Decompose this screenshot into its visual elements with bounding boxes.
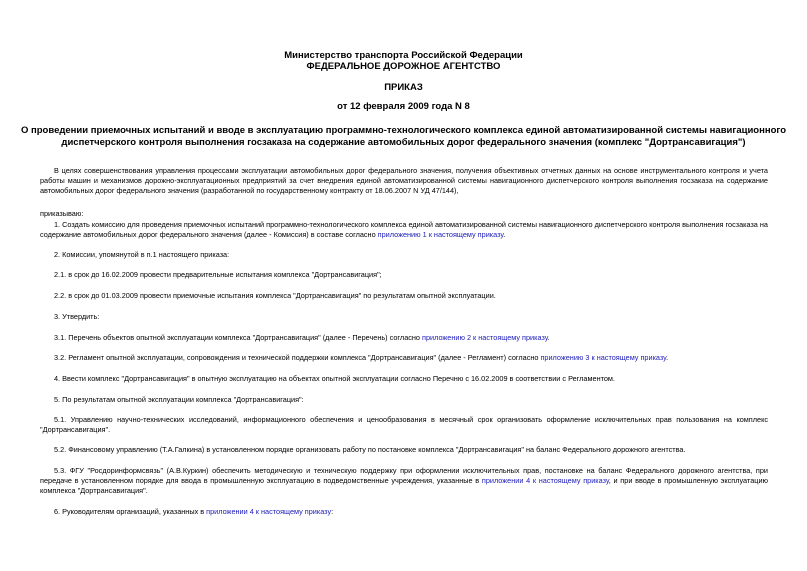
document-date-number: от 12 февраля 2009 года N 8: [337, 101, 470, 112]
preamble: В целях совершенствования управления процессами эксплуатации автомобильных дорог федерального значения, получения объективных отчетных данных на основе инструментального контроля и учета работы машин и механизмов дорожно-эксплуатационных предприятий за счет внедрения единой автоматизированной системы навигационного диспетчерского контроля выполнения госзаказа на содержание автомобильных дорог федерального значения (разработанной по государственному контракту от 18.06.2007 N УД 47/144),: [40, 166, 768, 195]
item-3-2: [40, 353, 768, 363]
document-type: ПРИКАЗ: [384, 82, 423, 93]
appendix-4-link[interactable]: приложении 4 к настоящему приказу: [481, 476, 609, 485]
appendix-3-link[interactable]: приложению 3 к настоящему приказу: [540, 353, 667, 362]
item-3-1: [40, 333, 768, 343]
item-2-2: 2.2. в срок до 01.03.2009 провести приемочные испытания комплекса "Дортрансавигация" по результатам опытной эксплуатации.: [54, 291, 496, 300]
item-6-end: :: [331, 507, 334, 516]
appendix-1-link[interactable]: приложению 1 к настоящему приказу: [377, 230, 504, 239]
item-5-3-text: 5.3. ФГУ "Росдоринформсвязь" (А.В.Куркин) обеспечить методическую и техническую поддержку при оформлении исключительных прав, постановке на баланс Федерального дорожного агентства, при передаче в установленном порядке для ввода в промышленную эксплуатацию в подведомственные учреждения, указанные в: [40, 466, 768, 485]
item-5-3: [40, 466, 768, 496]
ministry-name: Министерство транспорта Российской Федерации: [284, 50, 523, 61]
item-5-3-end: , и при вводе в промышленную эксплуатацию комплекса "Дортрансавигация".: [40, 476, 769, 495]
item-4: 4. Ввести комплекс "Дортрансавигация" в опытную эксплуатацию на объектах опытной эксплуатации согласно Перечню с 16.02.2009 в соответствии с Регламентом.: [54, 374, 615, 383]
item-2: 2. Комиссии, упомянутой в п.1 настоящего приказа:: [54, 250, 230, 259]
item-2-1: 2.1. в срок до 16.02.2009 провести предварительные испытания комплекса "Дортрансавигация";: [54, 270, 382, 279]
appendix-2-link[interactable]: приложению 2 к настоящему приказу: [422, 333, 548, 342]
item-3-1-text: 3.1. Перечень объектов опытной эксплуатации комплекса "Дортрансавигация" (далее - Перечень) согласно: [54, 333, 423, 342]
item-3-2-end: .: [666, 353, 669, 362]
item-3-2-text: 3.2. Регламент опытной эксплуатации, сопровождения и технической поддержки комплекса "Дортрансавигация" (далее - Регламент) согласно: [54, 353, 541, 362]
item-5-2: 5.2. Финансовому управлению (Т.А.Галкина) в установленном порядке организовать работу по постановке комплекса "Дортрансавигация" на баланс Федерального дорожного агентства.: [54, 445, 686, 454]
order-word: приказываю:: [40, 209, 84, 218]
item-5: 5. По результатам опытной эксплуатации комплекса "Дортрансавигация":: [54, 395, 304, 404]
item-1-end: .: [503, 230, 506, 239]
item-1-text: 1. Создать комиссию для проведения приемочных испытаний программно-технологического комплекса единой автоматизированной системы навигационного диспетчерского контроля выполнения госзаказа на содержание автомобильных дорог федерального значения (далее - Комиссия) в составе согласно: [40, 220, 768, 239]
item-1: [40, 220, 768, 240]
appendix-4-link-2[interactable]: приложении 4 к настоящему приказу: [206, 507, 332, 516]
item-5-1: 5.1. Управлению научно-технических исследований, информационного обеспечения и ценообразования в месячный срок организовать оформление исключительных прав пользования на комплекс "Дортрансавигация".: [40, 415, 768, 434]
document-title: О проведении приемочных испытаний и вводе в эксплуатацию программно-технологического комплекса единой автоматизированной системы навигационного диспетчерского контроля выполнения госзаказа на содержание автомобильных дорог федерального значения (комплекс "Дортрансавигация"): [20, 125, 787, 148]
item-6-text: 6. Руководителям организаций, указанных в: [54, 507, 207, 516]
item-3: 3. Утвердить:: [54, 312, 100, 321]
item-3-1-end: .: [547, 333, 550, 342]
agency-name: ФЕДЕРАЛЬНОЕ ДОРОЖНОЕ АГЕНТСТВО: [306, 61, 501, 72]
item-6: [40, 507, 768, 517]
